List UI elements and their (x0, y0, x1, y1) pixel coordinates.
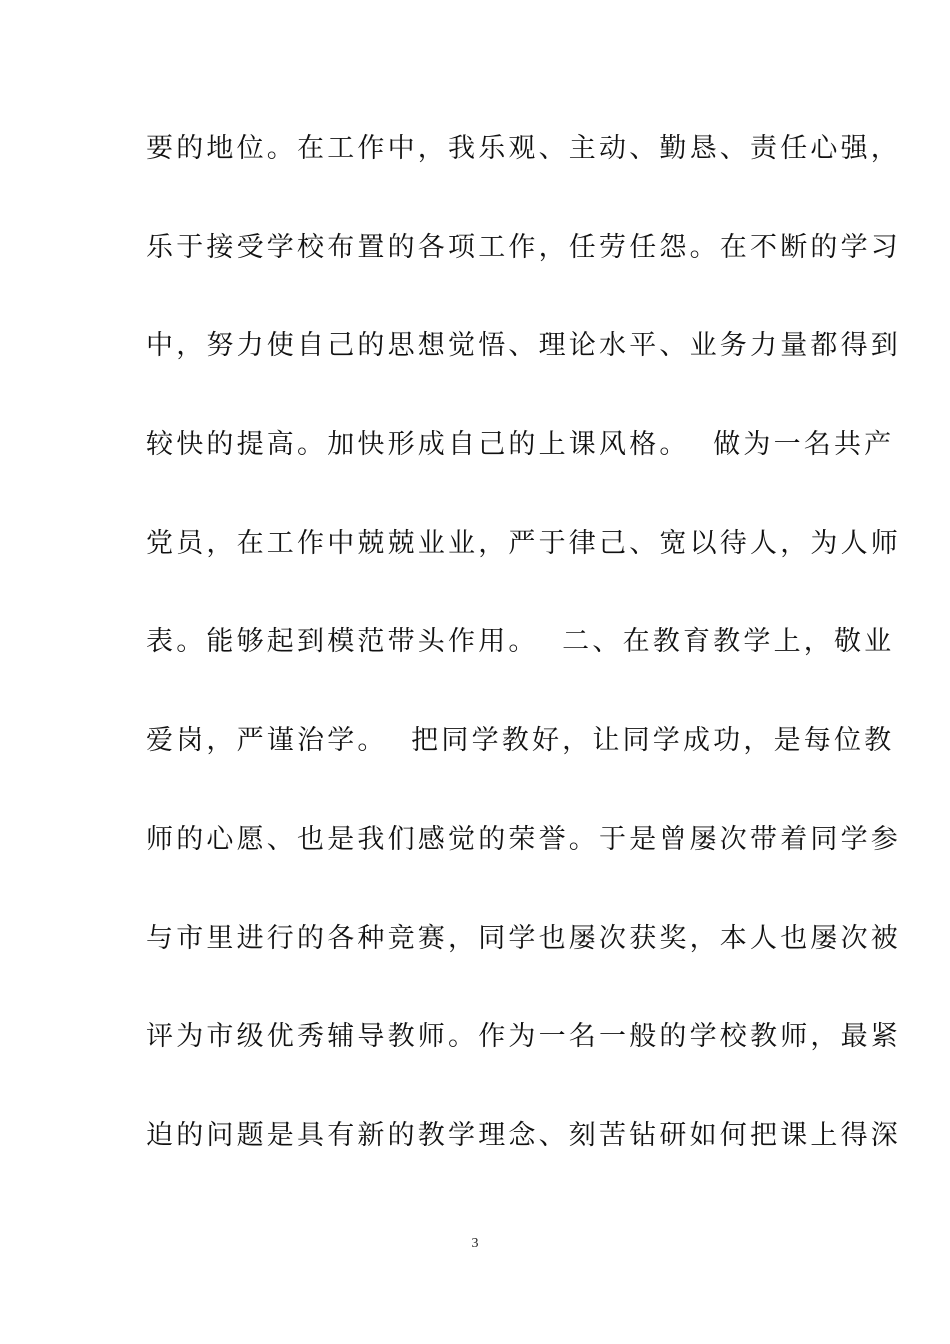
text-line: 中，努力使自己的思想觉悟、理论水平、业务力量都得到 (146, 330, 901, 362)
text-line: 表。能够起到模范带头作用。 二、在教育教学上，敬业 (146, 626, 895, 658)
page-number: 3 (471, 1236, 479, 1251)
text-line: 较快的提高。加快形成自己的上课风格。 做为一名共产 (146, 429, 895, 461)
body-text (146, 126, 901, 1212)
text-line: 爱岗，严谨治学。 把同学教好，让同学成功，是每位教 (146, 725, 895, 757)
text-line: 党员，在工作中兢兢业业，严于律己、宽以待人，为人师 (146, 527, 901, 559)
text-line: 乐于接受学校布置的各项工作，任劳任怨。在不断的学习 (146, 231, 901, 263)
text-line: 要的地位。在工作中，我乐观、主动、勤恳、责任心强， (146, 133, 901, 164)
text-line: 与市里进行的各种竞赛，同学也屡次获奖，本人也屡次被 (146, 922, 901, 954)
text-line: 师的心愿、也是我们感觉的荣誉。于是曾屡次带着同学参 (146, 823, 901, 855)
text-line: 评为市级优秀辅导教师。作为一名一般的学校教师，最紧 (146, 1021, 901, 1053)
text-line: 迫的问题是具有新的教学理念、刻苦钻研如何把课上得深 (146, 1119, 901, 1151)
